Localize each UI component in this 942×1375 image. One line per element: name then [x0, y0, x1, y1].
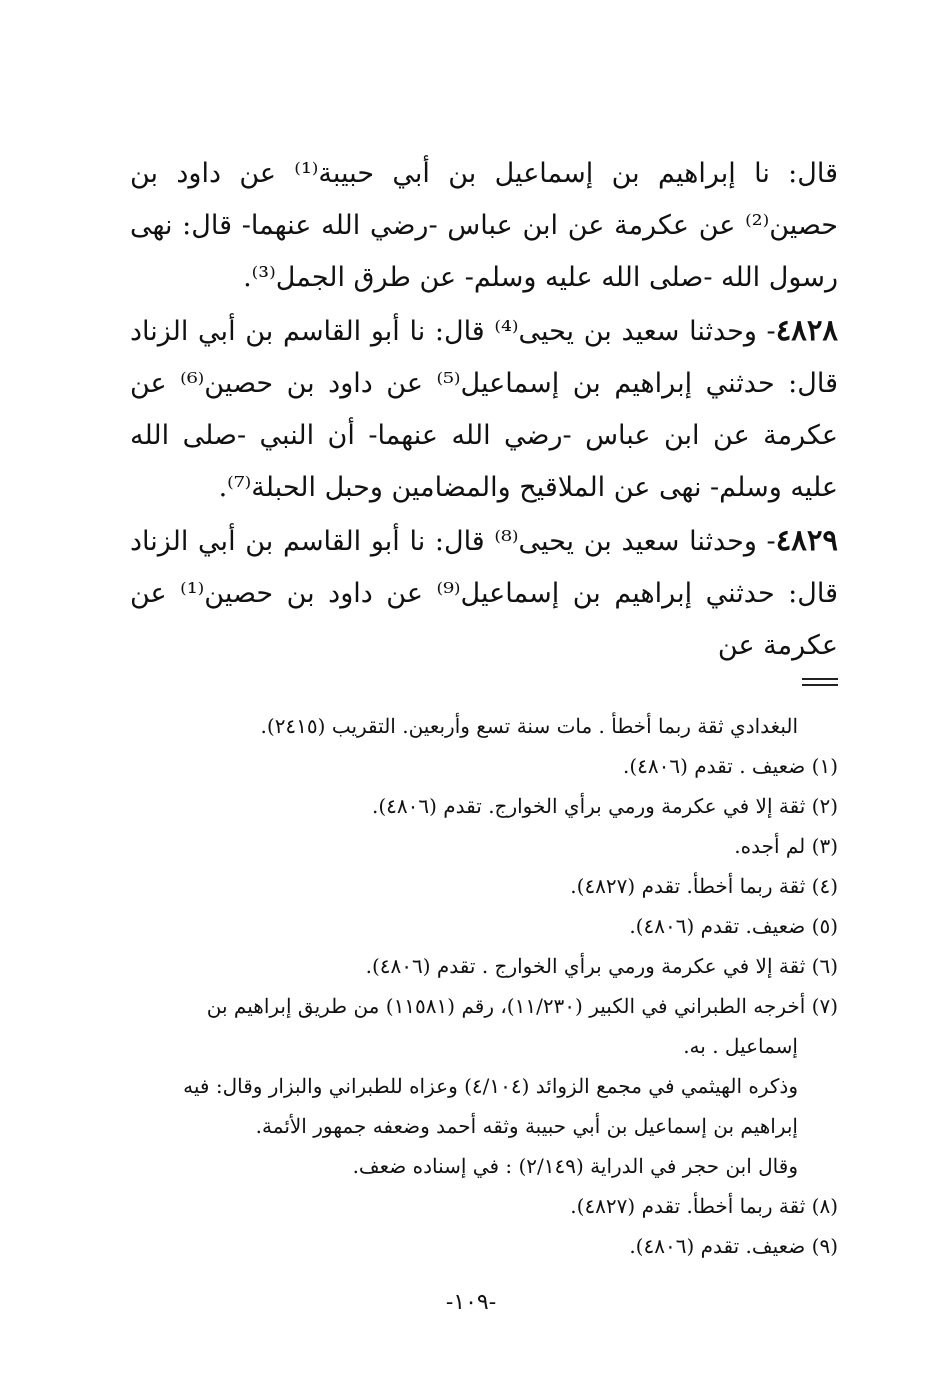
hadith-4829 — [130, 514, 838, 672]
footnote-7: (٧) أخرجه الطبراني في الكبير (١١/٢٣٠)، رقم (١١٥٨١) من طريق إبراهيم بن — [206, 994, 838, 1018]
main-text — [130, 148, 838, 672]
footnote-1: (١) ضعيف . تقدم (٤٨٠٦). — [622, 754, 838, 778]
footnote-7-haythami-cont: إبراهيم بن إسماعيل بن أبي حبيبة وثقه أحمد وضعفه جمهور الأئمة. — [255, 1114, 798, 1138]
hadith-number: ٤٨٢٩ — [775, 523, 838, 557]
footnote-4: (٤) ثقة ربما أخطأ. تقدم (٤٨٢٧). — [570, 874, 838, 898]
paragraph-continuation: قال: نا إبراهيم بن إسماعيل بن أبي حبيبة⁽¹⁾ عن داود بن حصين⁽²⁾ عن عكرمة عن ابن عباس -رضي الله عنهما- قال: نهى رسول الله -صلى الله عليه وسلم- عن طرق الجمل⁽³⁾. — [130, 158, 839, 293]
page-number: -١٠٩- — [445, 1290, 497, 1315]
footnote-7-haythami: وذكره الهيثمي في مجمع الزوائد (٤/١٠٤) وعزاه للطبراني والبزار وقال: فيه — [183, 1074, 798, 1098]
footnote-5: (٥) ضعيف. تقدم (٤٨٠٦). — [629, 914, 838, 938]
footnote-separator — [802, 678, 838, 686]
hadith-text: - وحدثنا سعيد بن يحيى⁽⁴⁾ قال: نا أبو القاسم بن أبي الزناد قال: حدثني إبراهيم بن إسماعيل⁽⁵⁾ عن داود بن حصين⁽⁶⁾ عن عكرمة عن ابن عباس -رضي الله عنهما- أن النبي -صلى الله عليه وسلم- نهى عن الملاقيح والمضامين وحبل الحبلة⁽⁷⁾. — [130, 316, 838, 503]
footnote-6: (٦) ثقة إلا في عكرمة ورمي برأي الخوارج . تقدم (٤٨٠٦). — [365, 954, 838, 978]
hadith-4828 — [130, 304, 838, 514]
footnotes — [130, 706, 838, 1266]
footnote-8: (٨) ثقة ربما أخطأ. تقدم (٤٨٢٧). — [570, 1194, 838, 1218]
footnote-2: (٢) ثقة إلا في عكرمة ورمي برأي الخوارج. تقدم (٤٨٠٦). — [371, 794, 838, 818]
footnote-7-ibn-hajar: وقال ابن حجر في الدراية (٢/١٤٩) : في إسناده ضعف. — [352, 1154, 798, 1178]
footnote-7-continuation: إسماعيل . به. — [683, 1034, 798, 1058]
footnote-carryover: البغدادي ثقة ربما أخطأ . مات سنة تسع وأربعين. التقريب (٢٤١٥). — [260, 714, 798, 738]
hadith-text: - وحدثنا سعيد بن يحيى⁽⁸⁾ قال: نا أبو القاسم بن أبي الزناد قال: حدثني إبراهيم بن إسماعيل⁽⁹⁾ عن داود بن حصين⁽¹⁾ عن عكرمة عن — [130, 526, 838, 661]
page-body — [130, 148, 838, 1266]
footnote-3: (٣) لم أجده. — [734, 834, 838, 858]
hadith-number: ٤٨٢٨ — [775, 313, 838, 347]
footnote-9: (٩) ضعيف. تقدم (٤٨٠٦). — [629, 1234, 838, 1258]
